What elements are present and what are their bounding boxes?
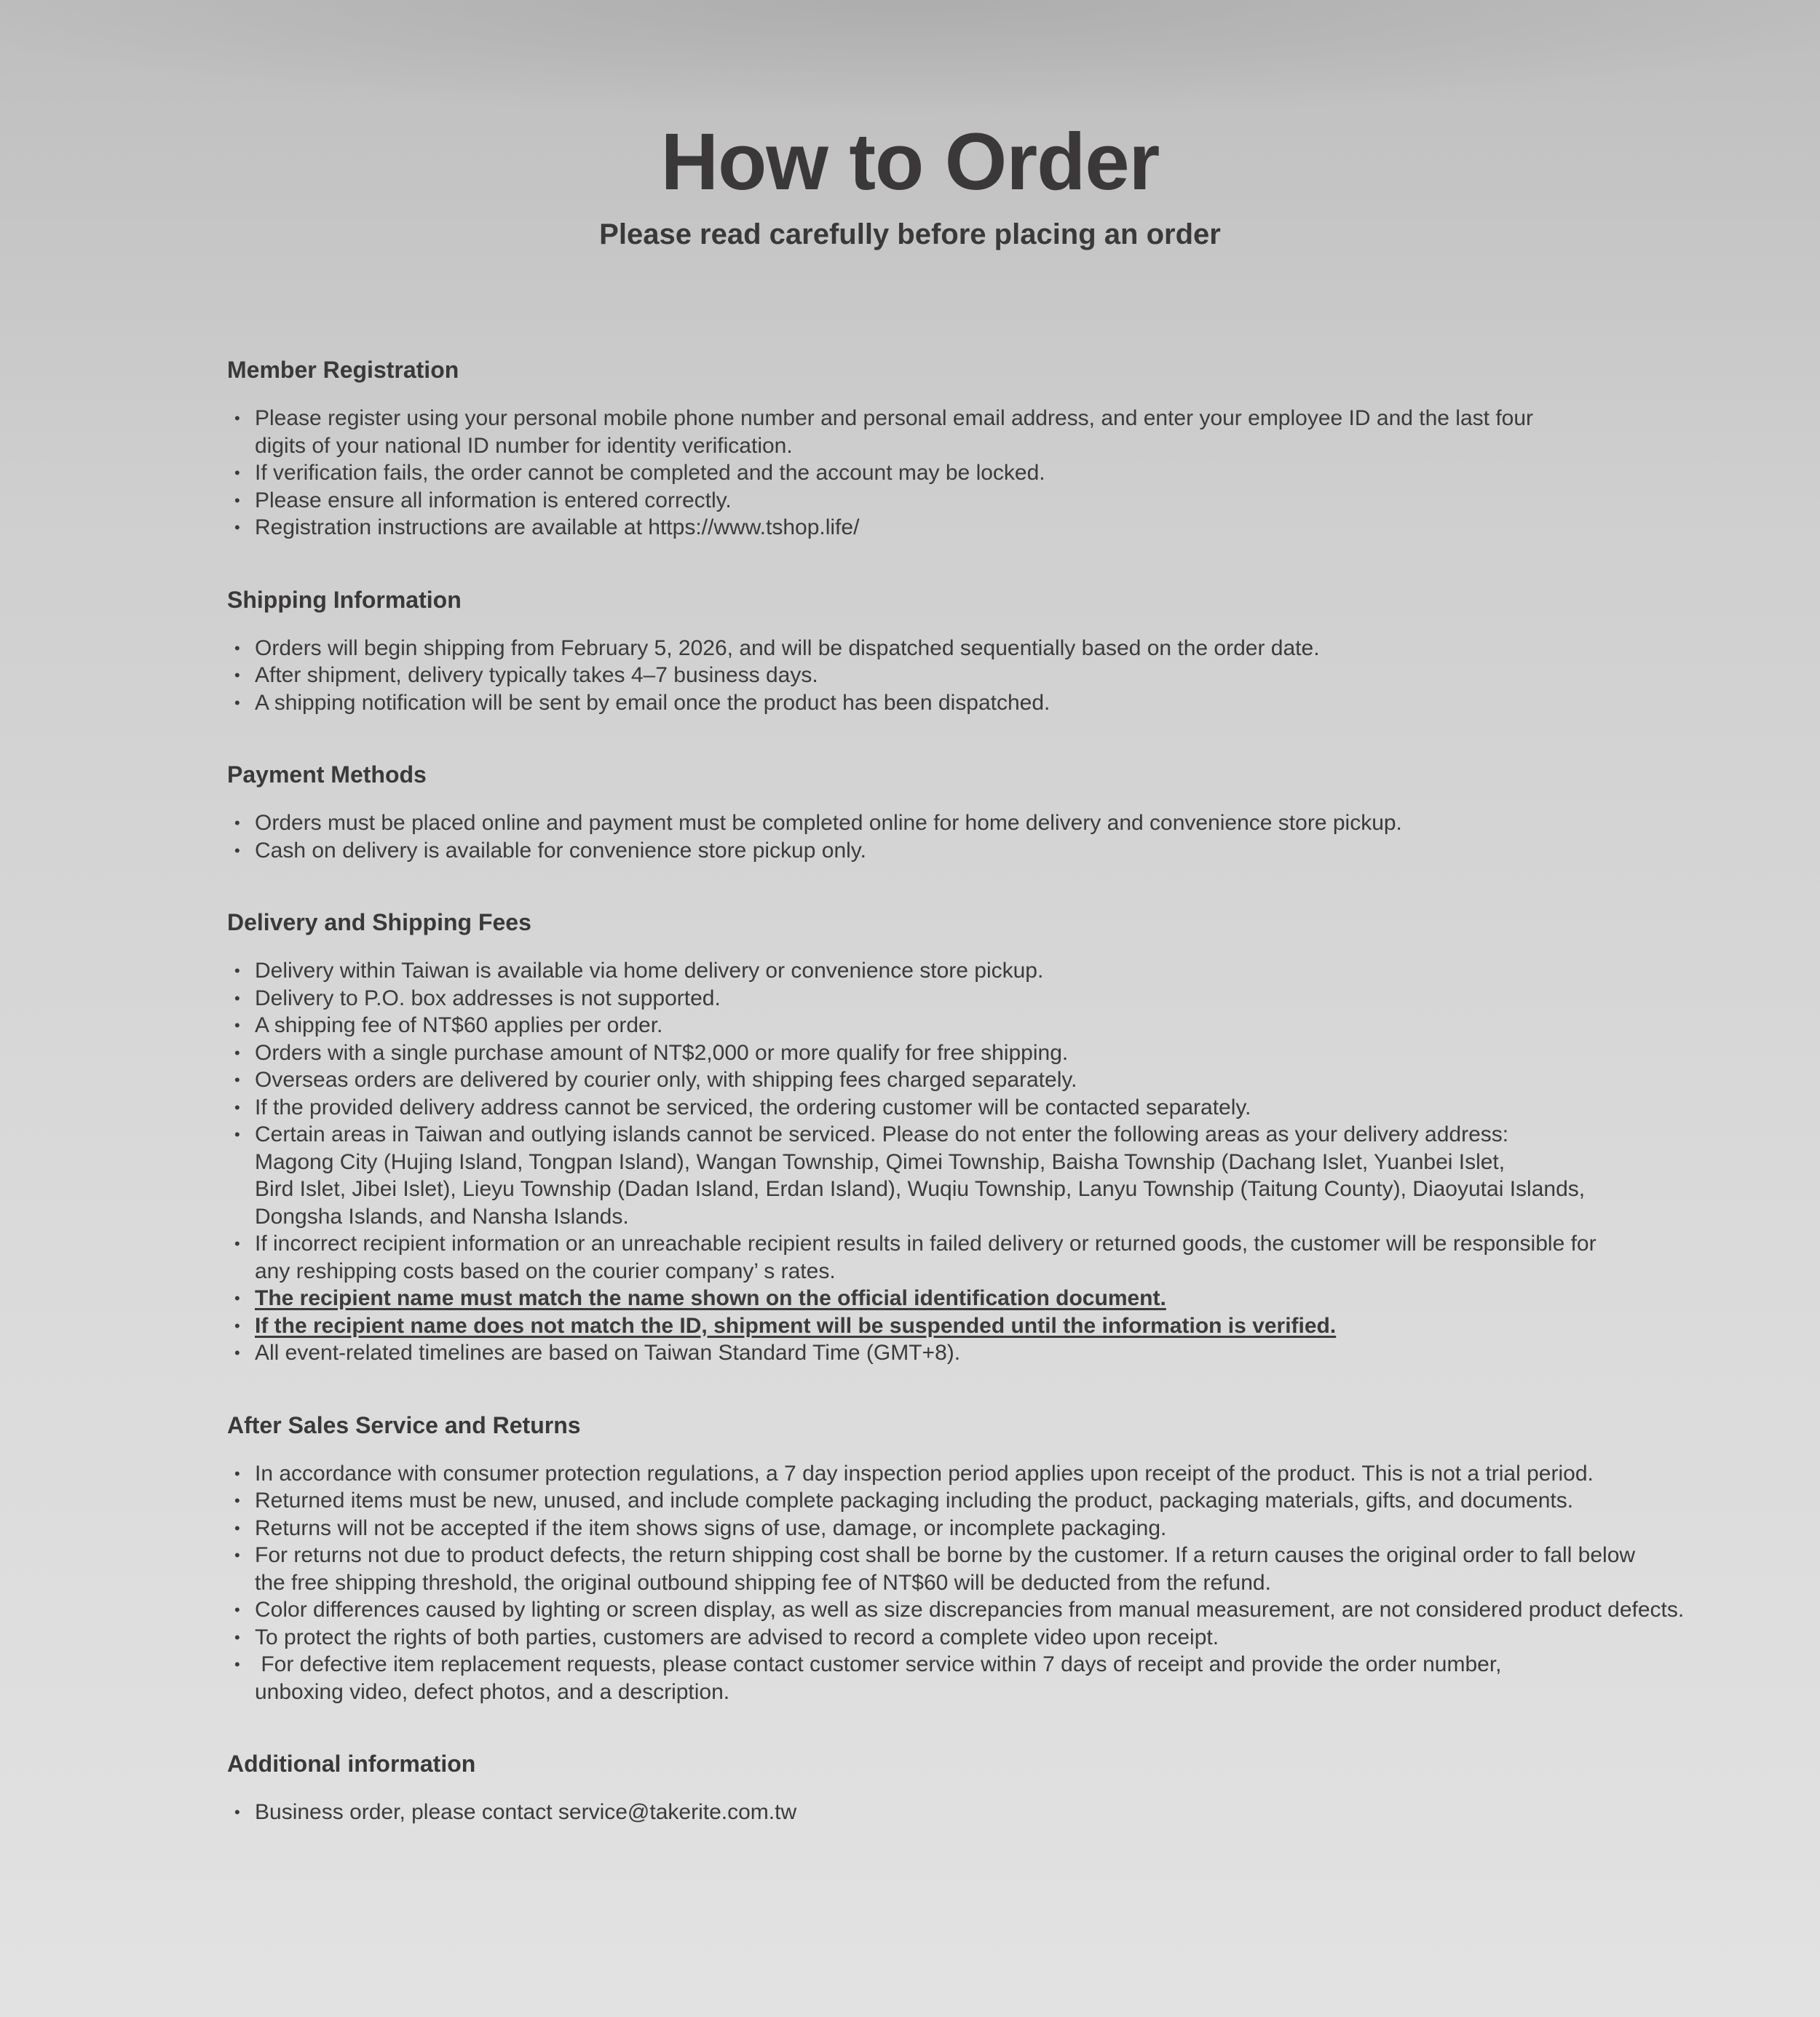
item-text: Bird Islet, Jibei Islet), Lieyu Township (Dadan Island, Erdan Island), Wuqiu Township, Lanyu Township (Taitung County), Diaoyutai Islands, — [255, 1177, 1586, 1201]
bullet-icon: • — [234, 1125, 240, 1144]
page-title: How to Order — [660, 117, 1160, 207]
section-heading: Delivery and Shipping Fees — [227, 909, 531, 935]
item-text: Delivery within Taiwan is available via home delivery or convenience store pickup. — [255, 959, 1044, 983]
section-heading: Member Registration — [227, 357, 459, 383]
list-item — [227, 1624, 1720, 1652]
section-member-registration — [227, 352, 1720, 542]
item-text: Color differences caused by lighting or screen display, as well as size discrepancies from manual measurement, are not considered product defects. — [255, 1598, 1685, 1622]
list-item — [227, 837, 1720, 865]
item-text: Certain areas in Taiwan and outlying islands cannot be serviced. Please do not enter the following areas as your delivery address: — [255, 1122, 1509, 1146]
bullet-icon: • — [234, 1491, 240, 1510]
section-payment-methods — [227, 757, 1720, 864]
section-additional-information — [227, 1746, 1720, 1826]
list-item — [227, 1651, 1720, 1705]
item-text: Dongsha Islands, and Nansha Islands. — [255, 1204, 629, 1229]
bullet-icon: • — [234, 518, 240, 536]
bullet-icon: • — [234, 1316, 240, 1335]
bullet-icon: • — [234, 409, 240, 427]
list-item — [227, 957, 1720, 985]
list-item — [227, 1012, 1720, 1039]
section-heading: After Sales Service and Returns — [227, 1411, 581, 1438]
item-text: Please register using your personal mobile phone number and personal email address, and enter your employee ID and the last four — [255, 406, 1534, 430]
list-item — [227, 985, 1720, 1013]
bullet-icon: • — [234, 666, 240, 684]
item-text: Business order, please contact service@takerite.com.tw — [255, 1800, 797, 1824]
bullet-icon: • — [234, 1344, 240, 1362]
item-text: any reshipping costs based on the courier company’ s rates. — [255, 1259, 836, 1283]
item-text: A shipping notification will be sent by email once the product has been dispatched. — [255, 690, 1051, 715]
bullet-list — [227, 405, 1720, 542]
list-item — [227, 1285, 1720, 1312]
list-item — [227, 514, 1720, 542]
item-text: digits of your national ID number for identity verification. — [255, 433, 793, 458]
bullet-icon: • — [234, 1098, 240, 1117]
item-text: Please ensure all information is entered correctly. — [255, 488, 732, 512]
list-item — [227, 1230, 1720, 1285]
bullet-icon: • — [234, 1043, 240, 1062]
bullet-icon: • — [234, 491, 240, 510]
item-text: For defective item replacement requests, please contact customer service within 7 days of receipt and provide the order number, — [255, 1652, 1502, 1676]
list-item — [227, 459, 1720, 487]
emphasized-text: The recipient name must match the name shown on the official identification document. — [255, 1286, 1166, 1310]
item-text: If verification fails, the order cannot be completed and the account may be locked. — [255, 461, 1045, 485]
item-text: Returns will not be accepted if the item shows signs of use, damage, or incomplete packaging. — [255, 1515, 1167, 1540]
list-item — [227, 1066, 1720, 1094]
list-item — [227, 1542, 1720, 1596]
bullet-icon: • — [234, 464, 240, 482]
bullet-icon: • — [234, 1803, 240, 1821]
bullet-icon: • — [234, 638, 240, 657]
item-text: A shipping fee of NT$60 applies per order. — [255, 1013, 663, 1037]
bullet-icon: • — [234, 1518, 240, 1537]
list-item — [227, 1339, 1720, 1367]
item-text: In accordance with consumer protection regulations, a 7 day inspection period applies upon receipt of the product. This is not a trial period. — [255, 1461, 1594, 1486]
bullet-icon: • — [234, 1016, 240, 1034]
section-shipping-information — [227, 582, 1720, 717]
bullet-list — [227, 1460, 1720, 1706]
item-text: unboxing video, defect photos, and a description. — [255, 1679, 730, 1704]
bullet-list — [227, 957, 1720, 1367]
bullet-icon: • — [234, 1071, 240, 1089]
list-item — [227, 809, 1720, 837]
item-text: To protect the rights of both parties, customers are advised to record a complete video upon receipt. — [255, 1625, 1219, 1649]
list-item — [227, 1596, 1720, 1624]
bullet-list — [227, 635, 1720, 717]
list-item — [227, 635, 1720, 662]
list-item — [227, 405, 1720, 459]
section-delivery-and-shipping-fees — [227, 905, 1720, 1367]
list-item — [227, 1094, 1720, 1122]
list-item — [227, 1121, 1720, 1230]
bullet-icon: • — [234, 1546, 240, 1564]
item-text: Registration instructions are available at https://www.tshop.life/ — [255, 515, 860, 539]
item-text: Orders with a single purchase amount of NT$2,000 or more qualify for free shipping. — [255, 1040, 1069, 1065]
item-text: Delivery to P.O. box addresses is not supported. — [255, 986, 721, 1010]
bullet-list — [227, 1799, 1720, 1826]
bullet-list — [227, 809, 1720, 864]
item-text: Orders will begin shipping from February 5, 2026, and will be dispatched sequentially based on the order date. — [255, 635, 1320, 660]
section-after-sales-service-and-returns — [227, 1408, 1720, 1706]
bullet-icon: • — [234, 1628, 240, 1647]
list-item — [227, 1799, 1720, 1826]
emphasized-text: If the recipient name does not match the ID, shipment will be suspended until the information is verified. — [255, 1313, 1337, 1338]
bullet-icon: • — [234, 1601, 240, 1619]
order-instructions — [227, 352, 1720, 1867]
bullet-icon: • — [234, 988, 240, 1007]
item-text: Magong City (Hujing Island, Tongpan Island), Wangan Township, Qimei Township, Baisha Township (Dachang Islet, Yuanbei Islet, — [255, 1149, 1506, 1174]
list-item — [227, 689, 1720, 717]
list-item — [227, 1460, 1720, 1488]
item-text: Cash on delivery is available for convenience store pickup only. — [255, 838, 866, 863]
item-text: Overseas orders are delivered by courier only, with shipping fees charged separately. — [255, 1068, 1077, 1092]
list-item — [227, 1487, 1720, 1515]
bullet-icon: • — [234, 1655, 240, 1673]
item-text: For returns not due to product defects, the return shipping cost shall be borne by the customer. If a return causes the original order to fall below — [255, 1543, 1636, 1567]
list-item — [227, 1312, 1720, 1340]
item-text: the free shipping threshold, the original outbound shipping fee of NT$60 will be deducted from the refund. — [255, 1570, 1271, 1595]
bullet-icon: • — [234, 962, 240, 980]
item-text: Returned items must be new, unused, and include complete packaging including the product, packaging materials, gifts, and documents. — [255, 1489, 1574, 1513]
bullet-icon: • — [234, 841, 240, 860]
list-item — [227, 662, 1720, 689]
bullet-icon: • — [234, 1464, 240, 1483]
section-heading: Shipping Information — [227, 586, 462, 613]
bullet-icon: • — [234, 1235, 240, 1253]
section-heading: Payment Methods — [227, 761, 427, 788]
item-text: All event-related timelines are based on Taiwan Standard Time (GMT+8). — [255, 1341, 961, 1365]
bullet-icon: • — [234, 814, 240, 832]
list-item — [227, 1039, 1720, 1067]
page-subtitle: Please read carefully before placing an order — [599, 218, 1221, 250]
bullet-icon: • — [234, 1289, 240, 1307]
list-item — [227, 487, 1720, 515]
list-item — [227, 1515, 1720, 1542]
item-text: If the provided delivery address cannot be serviced, the ordering customer will be contacted separately. — [255, 1095, 1251, 1120]
item-text: If incorrect recipient information or an unreachable recipient results in failed delivery or returned goods, the customer will be responsible for — [255, 1232, 1597, 1256]
item-text: After shipment, delivery typically takes 4–7 business days. — [255, 663, 818, 687]
item-text: Orders must be placed online and payment must be completed online for home delivery and convenience store pickup. — [255, 811, 1402, 835]
bullet-icon: • — [234, 693, 240, 712]
section-heading: Additional information — [227, 1751, 476, 1777]
